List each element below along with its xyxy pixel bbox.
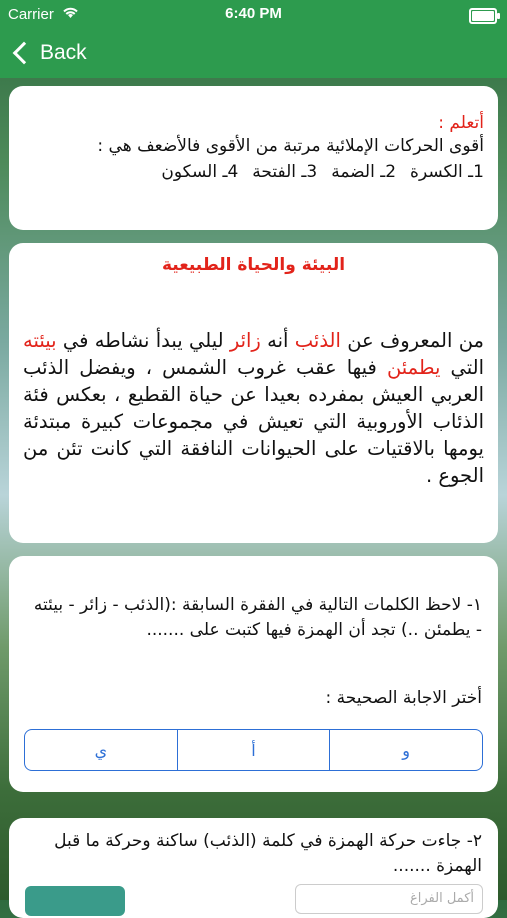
paragraph-text: فيها عقب غروب الشمس ، ويفضل الذئب العربي العيش بمفرده بعيدا عن حياة القطيع ، بعكس فئة الذئاب الأوروبية التي تعيش في مجموعات كبيرة مبتدئة يومها بالاقتيات على الحيوانات النافقة التي كانت تئن من الجوع . xyxy=(23,356,484,487)
status-time: 6:40 PM xyxy=(225,5,282,22)
battery-icon xyxy=(469,8,497,24)
chevron-left-icon xyxy=(13,42,36,65)
highlighted-word: يطمئن xyxy=(386,356,441,379)
question-1-card xyxy=(9,556,498,792)
reading-card xyxy=(9,243,498,543)
learn-card xyxy=(9,86,498,230)
navigation-bar xyxy=(0,30,507,78)
paragraph-text: ليلي يبدأ نشاطه في xyxy=(56,329,230,352)
learn-line: أقوى الحركات الإملائية مرتبة من الأقوى فالأضعف هي : xyxy=(97,136,484,156)
status-bar xyxy=(0,0,507,30)
learn-heading: أتعلم : xyxy=(438,113,484,133)
reading-paragraph xyxy=(23,327,484,489)
carrier-label: Carrier xyxy=(8,6,54,23)
answer-option-waw[interactable]: و xyxy=(402,740,411,760)
paragraph-text: التي xyxy=(440,356,484,379)
back-button[interactable] xyxy=(12,38,87,68)
learn-item: 2ـ الضمة xyxy=(331,162,397,182)
highlighted-word: بيئته xyxy=(23,329,57,352)
check-button[interactable] xyxy=(25,886,125,916)
highlighted-word: الذئب xyxy=(294,329,341,352)
question-2-text: ٢- جاءت حركة الهمزة في كلمة (الذئب) ساكنة وحركة ما قبل الهمزة ....... xyxy=(54,831,482,876)
answer-option-ya[interactable]: ي xyxy=(25,730,178,770)
question-2-card xyxy=(9,818,498,918)
paragraph-text: أنه xyxy=(260,329,295,352)
learn-item: 3ـ الفتحة xyxy=(252,162,318,182)
back-label: Back xyxy=(40,41,87,64)
choose-label: أختر الاجابة الصحيحة : xyxy=(325,688,482,708)
question-1-text: ١- لاحظ الكلمات التالية في الفقرة السابقة :(الذئب - زائر - بيئته - يطمئن ..) تجد أن الهمزة فيها كتبت على ....... xyxy=(33,595,482,640)
learn-list xyxy=(23,159,484,185)
highlighted-word: زائر xyxy=(229,329,261,352)
answer-input[interactable]: أكمل الفراغ xyxy=(295,884,483,914)
learn-item: 1ـ الكسرة xyxy=(410,162,484,182)
answer-option-alef[interactable]: أ xyxy=(178,730,331,770)
answer-segmented-control xyxy=(24,729,483,771)
learn-item: 4ـ السكون xyxy=(161,162,239,182)
paragraph-text: من المعروف عن xyxy=(340,329,484,352)
reading-title: البيئة والحياة الطبيعية xyxy=(161,255,346,275)
